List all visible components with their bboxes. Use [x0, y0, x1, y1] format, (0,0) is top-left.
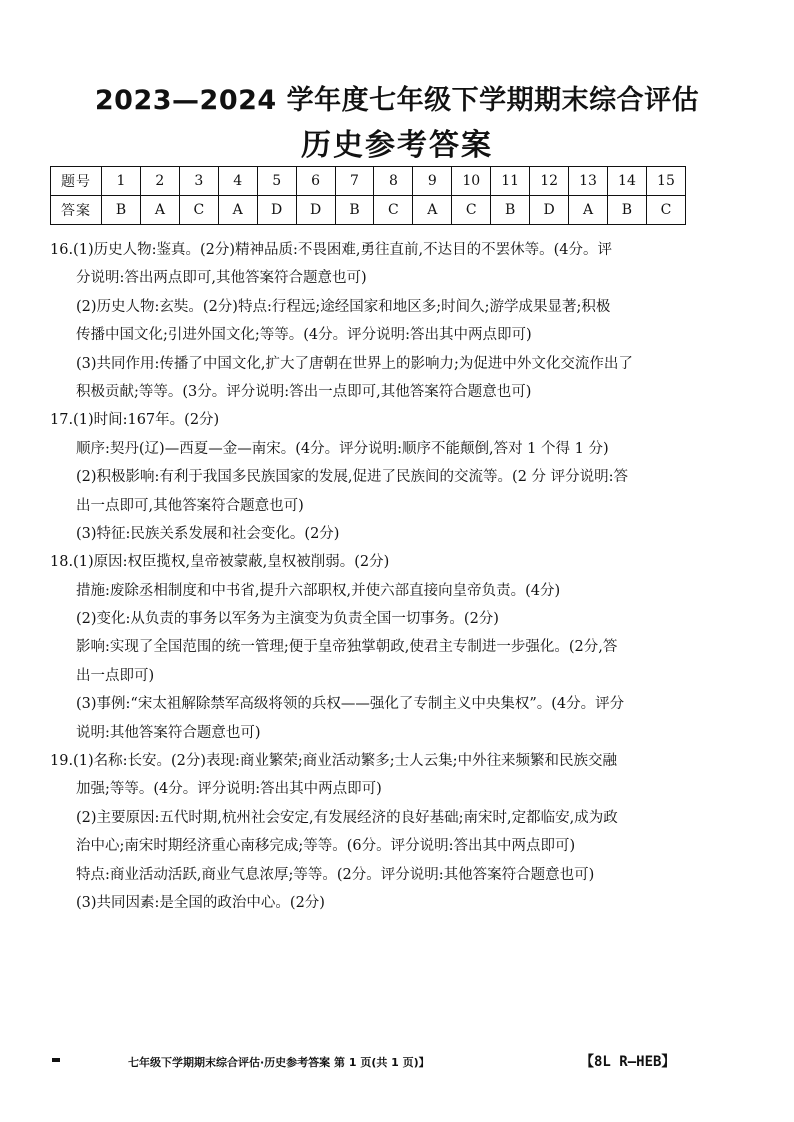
question-number-cell: 2	[140, 167, 179, 196]
question-number-header: 题号	[51, 167, 102, 196]
answer-text-line: (2)主要原因:五代时期,杭州社会安定,有发展经济的良好基础;南宋时,定都临安,成为政	[76, 809, 618, 826]
answer-cell: A	[413, 196, 452, 225]
answer-text-line: 影响:实现了全国范围的统一管理;便于皇帝独掌朝政,使君主专制进一步强化。(2分,答	[76, 639, 618, 656]
question-number-cell: 7	[335, 167, 374, 196]
answer-text-line: 19.(1)名称:长安。(2分)表现:商业繁荣;商业活动繁多;士人云集;中外往来频繁和民族交融	[50, 753, 618, 770]
question-number-cell: 15	[646, 167, 685, 196]
answer-header: 答案	[51, 196, 102, 225]
answer-cell: D	[530, 196, 569, 225]
question-number-cell: 11	[491, 167, 530, 196]
answer-text-line: 治中心;南宋时期经济重心南移完成;等等。(6分。评分说明:答出其中两点即可)	[76, 838, 576, 855]
answer-text-line: 说明:其他答案符合题意也可)	[76, 724, 261, 741]
footer-text: 七年级下学期期末综合评估·历史参考答案 第 1 页(共 1 页)】	[128, 1056, 430, 1069]
answer-text-line: 特点:商业活动活跃,商业气息浓厚;等等。(2分。评分说明:其他答案符合题意也可)	[76, 866, 595, 883]
answer-cell: B	[491, 196, 530, 225]
document-subtitle: 历史参考答案	[301, 128, 493, 163]
answer-text-line: (2)积极影响:有利于我国多民族国家的发展,促进了民族间的交流等。(2 分 评分说明:答	[76, 469, 629, 486]
answer-cell: D	[257, 196, 296, 225]
answer-cell: A	[569, 196, 608, 225]
answer-row	[51, 196, 686, 225]
answer-cell: D	[296, 196, 335, 225]
question-number-cell: 4	[218, 167, 257, 196]
question-number-cell: 5	[257, 167, 296, 196]
question-number-cell: 10	[452, 167, 491, 196]
answer-cell: B	[607, 196, 646, 225]
question-number-cell: 3	[179, 167, 218, 196]
answer-text-line: (2)历史人物:玄奘。(2分)特点:行程远;途经国家和地区多;时间久;游学成果显著;积极	[76, 298, 611, 315]
question-number-cell: 9	[413, 167, 452, 196]
answer-cell: A	[140, 196, 179, 225]
answer-table	[50, 166, 686, 225]
answer-explanations	[50, 236, 692, 917]
answer-text-line: 出一点即可)	[76, 667, 155, 684]
answer-text-line: (3)事例:“宋太祖解除禁军高级将领的兵权——强化了专制主义中央集权”。(4分。评分	[76, 696, 625, 713]
question-number-row	[51, 167, 686, 196]
answer-cell: C	[646, 196, 685, 225]
answer-cell: C	[179, 196, 218, 225]
answer-cell: A	[218, 196, 257, 225]
question-number-cell: 14	[607, 167, 646, 196]
answer-text-line: 传播中国文化;引进外国文化;等等。(4分。评分说明:答出其中两点即可)	[76, 327, 532, 344]
answer-cell: B	[335, 196, 374, 225]
footer-code: 【8L R—HEB】	[580, 1054, 676, 1070]
answer-text-line: 17.(1)时间:167年。(2分)	[50, 412, 220, 429]
answer-text-line: (2)变化:从负责的事务以军务为主演变为负责全国一切事务。(2分)	[76, 611, 499, 628]
question-number-cell: 8	[374, 167, 413, 196]
answer-text-line: 积极贡献;等等。(3分。评分说明:答出一点即可,其他答案符合题意也可)	[76, 383, 532, 400]
answer-text-line: (3)共同因素:是全国的政治中心。(2分)	[76, 894, 325, 911]
answer-text-line: 顺序:契丹(辽)—西夏—金—南宋。(4分。评分说明:顺序不能颠倒,答对 1 个得 1 分)	[76, 440, 609, 457]
answer-text-line: (3)共同作用:传播了中国文化,扩大了唐朝在世界上的影响力;为促进中外文化交流作出了	[76, 355, 633, 372]
answer-text-line: 分说明:答出两点即可,其他答案符合题意也可)	[76, 270, 367, 287]
answer-cell: C	[374, 196, 413, 225]
document-title: 2023—2024 学年度七年级下学期期末综合评估	[94, 85, 700, 116]
answer-text-line: 措施:废除丞相制度和中书省,提升六部职权,并使六部直接向皇帝负责。(4分)	[76, 582, 561, 599]
question-number-cell: 1	[102, 167, 141, 196]
answer-text-line: 加强;等等。(4分。评分说明:答出其中两点即可)	[76, 781, 382, 798]
question-number-cell: 12	[530, 167, 569, 196]
answer-text-line: 18.(1)原因:权臣揽权,皇帝被蒙蔽,皇权被削弱。(2分)	[50, 554, 390, 571]
footer-mark	[52, 1058, 60, 1062]
page-footer	[0, 1052, 794, 1074]
answer-text-line: 16.(1)历史人物:鉴真。(2分)精神品质:不畏困难,勇往直前,不达目的不罢休等。(4分。评	[50, 242, 613, 258]
question-number-cell: 6	[296, 167, 335, 196]
answer-text-line: 出一点即可,其他答案符合题意也可)	[76, 497, 304, 514]
answer-cell: C	[452, 196, 491, 225]
answer-text-line: (3)特征:民族关系发展和社会变化。(2分)	[76, 525, 340, 542]
answer-cell: B	[102, 196, 141, 225]
question-number-cell: 13	[569, 167, 608, 196]
